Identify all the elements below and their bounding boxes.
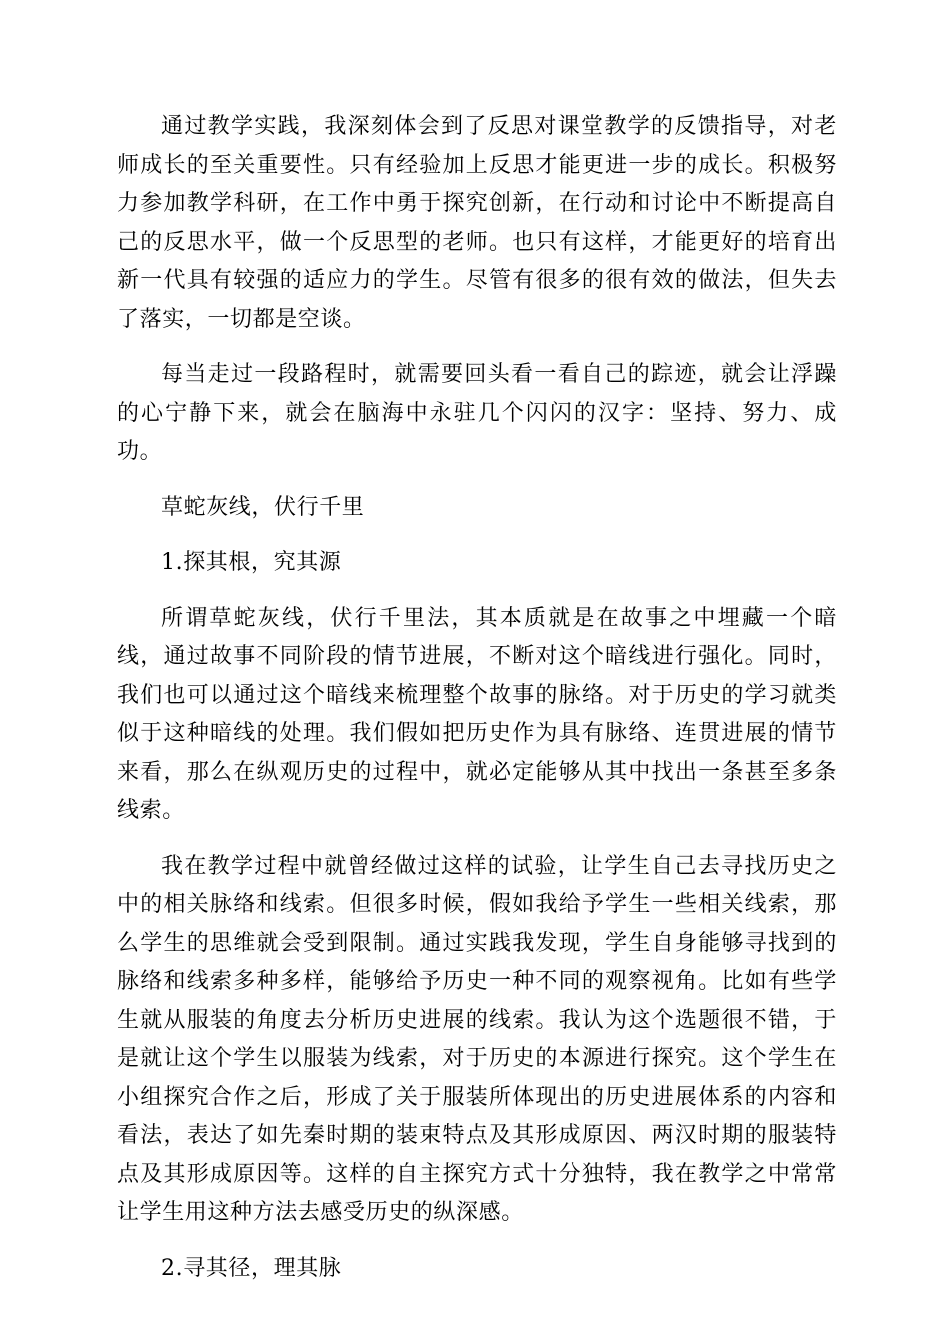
paragraph-hidden-thread: 所谓草蛇灰线，伏行千里法，其本质就是在故事之中埋藏一个暗线，通过故事不同阶段的情节进展，不断对这个暗线进行强化。同时，我们也可以通过这个暗线来梳理整个故事的脉络。对于历史的学习就类似于这种暗线的处理。我们假如把历史作为具有脉络、连贯进展的情节来看，那么在纵观历史的过程中，就必定能够从其中找出一条甚至多条线索。 [117, 605, 837, 823]
subsection-heading-1: 1.探其根，究其源 [161, 550, 342, 575]
paragraph-looking-back: 每当走过一段路程时，就需要回头看一看自己的踪迹，就会让浮躁的心宁静下来，就会在脑海中永驻几个闪闪的汉字：坚持、努力、成功。 [117, 362, 837, 464]
section-heading: 草蛇灰线，伏行千里 [161, 494, 365, 520]
subsection-heading-2: 2.寻其径，理其脉 [161, 1255, 342, 1281]
document-body [117, 108, 837, 1305]
paragraph-teaching-experiment: 我在教学过程中就曾经做过这样的试验，让学生自己去寻找历史之中的相关脉络和线索。但很多时候，假如我给予学生一些相关线索，那么学生的思维就会受到限制。通过实践我发现，学生自身能够寻找到的脉络和线索多种多样，能够给予历史一种不同的观察视角。比如有些学生就从服装的角度去分析历史进展的线索。我认为这个选题很不错，于是就让这个学生以服装为线索，对于历史的本源进行探究。这个学生在小组探究合作之后，形成了关于服装所体现出的历史进展体系的内容和看法，表达了如先秦时期的装束特点及其形成原因、两汉时期的服装特点及其形成原因等。这样的自主探究方式十分独特，我在教学之中常常让学生用这种方法去感受历史的纵深感。 [117, 853, 837, 1225]
paragraph-reflection: 通过教学实践，我深刻体会到了反思对课堂教学的反馈指导，对老师成长的至关重要性。只有经验加上反思才能更进一步的成长。积极努力参加教学科研，在工作中勇于探究创新，在行动和讨论中不断提高自己的反思水平，做一个反思型的老师。也只有这样，才能更好的培育出新一代具有较强的适应力的学生。尽管有很多的很有效的做法，但失去了落实，一切都是空谈。 [117, 114, 837, 332]
